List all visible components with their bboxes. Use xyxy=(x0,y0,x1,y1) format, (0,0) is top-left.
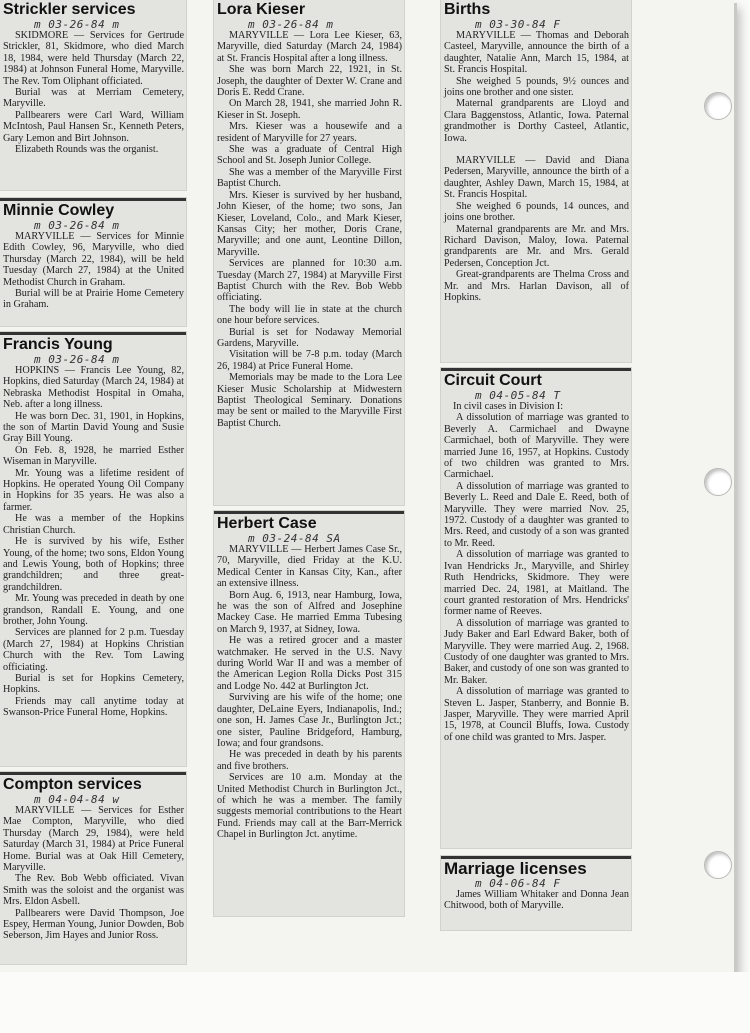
clipping-body xyxy=(0,365,186,719)
clipping-circuit-court xyxy=(441,368,631,848)
clipping-marriage-licenses xyxy=(441,856,631,930)
paragraph: A dissolution of marriage was granted to Beverly L. Reed and Dale E. Reed, both of Maryville. They were married Nov. 25, 1972. Custody of a daughter was granted to Mrs. Reed, and custody of a son was granted to Mr. Reed. xyxy=(444,480,629,549)
paragraph: The Rev. Bob Webb officiated. Vivan Smith was the soloist and the organist was Mrs. Eldon Asbell. xyxy=(3,873,184,908)
paragraph: She was born March 22, 1921, in St. Joseph, the daughter of Dexter W. Crane and Doris E. Redd Crane. xyxy=(217,64,402,99)
handwritten-date-note: m 03-26-84 m xyxy=(34,18,120,31)
handwritten-date-note: m 03-26-84 m xyxy=(34,219,120,232)
handwritten-date-note: m 04-05-84 T xyxy=(475,389,561,402)
paragraph: Born Aug. 6, 1913, near Hamburg, Iowa, he was the son of Alfred and Josephine Mackey Case. He married Emma Tubesing on March 9, 1937, at Sidney, Iowa. xyxy=(217,589,402,635)
paragraph: She weighed 5 pounds, 9½ ounces and joins one brother and one sister. xyxy=(444,75,629,99)
clipping-body xyxy=(0,805,186,942)
handwritten-date-note: m 04-06-84 F xyxy=(475,877,561,890)
clipping-births xyxy=(441,0,631,362)
paragraph: A dissolution of marriage was granted to Ivan Hendricks Jr., Maryville, and Shirley Ruth Hendricks, Skidmore. They were married Dec. 24, 1981, at Maitland. The court granted restoration of Mrs. Hendricks' former name of Reeves. xyxy=(444,549,629,618)
paragraph: She was a member of the Maryville First Baptist Church. xyxy=(217,166,402,190)
clipping-title: Francis Young xyxy=(0,332,186,354)
paragraph: The body will lie in state at the church one hour before services. xyxy=(217,303,402,327)
handwritten-date-note: m 03-24-84 SA xyxy=(248,532,341,545)
clipping-body xyxy=(0,231,186,311)
paragraph: Friends may call anytime today at Swanson-Price Funeral Home, Hopkins. xyxy=(3,695,184,719)
paragraph: Pallbearers were Carl Ward, William McIntosh, Paul Hansen Sr., Kenneth Peters, Gary Lemon and Birt Johnson. xyxy=(3,109,184,144)
binder-hole xyxy=(704,92,732,120)
paragraph: Elizabeth Rounds was the organist. xyxy=(15,144,159,156)
scanner-background xyxy=(0,972,750,1033)
paragraph: Burial is set for Hopkins Cemetery, Hopkins. xyxy=(3,672,184,696)
paragraph: Mr. Young was a lifetime resident of Hopkins. He operated Young Oil Company in Hopkins for 35 years. He was also a farmer. xyxy=(3,467,184,513)
paragraph: He was born Dec. 31, 1901, in Hopkins, the son of Martin David Young and Susie Gray Bill Young. xyxy=(3,410,184,445)
clipping-title: Marriage licenses xyxy=(441,856,631,878)
paragraph: MARYVILLE — David and Diana Pedersen, Maryville, announce the birth of a daughter, Ashley Dawn, March 15, 1984, at St. Francis Hospital. xyxy=(444,155,629,201)
clipping-body xyxy=(441,30,631,303)
paragraph: Maternal grandparents are Mr. and Mrs. Richard Davison, Maloy, Iowa. Paternal grandparents are Mr. and Mrs. Gerald Pedersen, Conception Jct. xyxy=(444,223,629,269)
paragraph: MARYVILLE — Services for Minnie Edith Cowley, 96, Maryville, who died Thursday (March 22, 1984), will be held Tuesday (March 27, 1984) at the United Methodist Church in Graham. xyxy=(3,231,184,288)
clipping-minnie-cowley xyxy=(0,198,186,326)
paragraph-spacer xyxy=(441,144,631,155)
paragraph: Services are planned for 2 p.m. Tuesday (March 27, 1984) at Hopkins Christian Church with the Rev. Tom Lawing officiating. xyxy=(3,627,184,673)
paragraph: Surviving are his wife of the home; one daughter, DeLaine Eyers, Indianapolis, Ind.; one son, H. James Case Jr., Burlington Jct.; one sister, Pauline Bridgeford, Hamburg, Iowa; and four grandsons. xyxy=(217,692,402,749)
clipping-lora-kieser xyxy=(214,0,404,505)
section-intro: In civil cases in Division I: xyxy=(453,401,564,412)
clipping-body xyxy=(0,30,186,155)
paragraph: MARYVILLE — Lora Lee Kieser, 63, Maryville, died Saturday (March 24, 1984) at St. Francis Hospital after a long illness. xyxy=(217,30,402,64)
handwritten-date-note: m 03-30-84 F xyxy=(475,18,561,31)
clipping-title: Circuit Court xyxy=(441,368,631,390)
handwritten-date-note: m 03-26-84 m xyxy=(34,353,120,366)
paragraph: Services are planned for 10:30 a.m. Tuesday (March 27, 1984) at Maryville First Baptist Church with the Rev. Bob Webb officiating. xyxy=(217,258,402,304)
paragraph: MARYVILLE — Herbert James Case Sr., 70, Maryville, died Friday at the K.U. Medical Center in Kansas City, Kan., after an extensive illness. xyxy=(217,544,402,590)
paragraph: Mrs. Kieser is survived by her husband, John Kieser, of the home; two sons, Jan Kieser, Loveland, Colo., and Mark Kieser, Kansas City; her mother, Doris Crane, Maryville; and one aunt, Leontine Dillon, Maryville. xyxy=(217,189,402,258)
paragraph: She was a graduate of Central High School and St. Joseph Junior College. xyxy=(217,144,402,167)
binder-hole xyxy=(704,468,732,496)
paragraph: A dissolution of marriage was granted to Judy Baker and Earl Edward Baker, both of Maryville. They were married Aug. 2, 1968. Custody of one daughter was granted to Mrs. Baker, and custody of one son was granted to Mr. Baker. xyxy=(444,617,629,686)
paragraph: SKIDMORE — Services for Gertrude Strickler, 81, Skidmore, who died March 18, 1984, were held Thursday (March 22, 1984) at Johnson Funeral Home, Maryville. The Rev. Tom Oliphant officiated. xyxy=(3,30,184,87)
paragraph: MARYVILLE — Services for Esther Mae Compton, Maryville, who died Thursday (March 29, 1984), were held Saturday (March 31, 1984) at Price Funeral Home. Burial was at Oak Hill Cemetery, Maryville. xyxy=(3,805,184,874)
paragraph: Mrs. Kieser was a housewife and a resident of Maryville for 27 years. xyxy=(217,121,402,144)
paragraph: Burial is set for Nodaway Memorial Gardens, Maryville. xyxy=(217,326,402,349)
clipping-title: Births xyxy=(444,1,491,18)
paragraph: On March 28, 1941, she married John R. Kieser in St. Joseph. xyxy=(217,98,402,121)
paragraph: She weighed 6 pounds, 14 ounces, and joins one brother. xyxy=(444,200,629,224)
paragraph: Memorials may be made to the Lora Lee Kieser Music Scholarship at Midwestern Baptist Theological Seminary. Donations may be sent or mailed to the Maryville First Baptist Church. xyxy=(217,372,402,429)
paragraph: He was a retired grocer and a master watchmaker. He served in the U.S. Navy during World War II and was a member of the American Legion Rolla Dicks Post 315 and Lodge No. 442 at Burlington Jct. xyxy=(217,635,402,692)
binder-hole xyxy=(704,851,732,879)
paragraph: He was preceded in death by his parents and five brothers. xyxy=(217,749,402,772)
clipping-herbert-case xyxy=(214,511,404,916)
paragraph: Great-grandparents are Thelma Cross and Mr. and Mrs. Harlan Davison, all of Hopkins. xyxy=(444,269,629,303)
paragraph: A dissolution of marriage was granted to Steven L. Jasper, Stanberry, and Bonnie B. Jasper, Maryville. They were married April 15, 1978, at Council Bluffs, Iowa. Custody of one child was granted to Mrs. Jasper. xyxy=(444,686,629,743)
paragraph: Services are 10 a.m. Monday at the United Methodist Church in Burlington Jct., of which he was a member. The family suggests memorial contributions to the Heart Fund. Friends may call at the Barr-Merrick Chapel in Burlington Jct. anytime. xyxy=(217,772,402,841)
paragraph: MARYVILLE — Thomas and Deborah Casteel, Maryville, announce the birth of a daughter, Natalie Ann, March 15, 1984, at St. Francis Hospital. xyxy=(444,30,629,76)
paragraph: Visitation will be 7-8 p.m. today (March 26, 1984) at Price Funeral Home. xyxy=(217,349,402,372)
handwritten-date-note: m 04-04-84 w xyxy=(34,793,120,806)
handwritten-date-note: m 03-26-84 m xyxy=(248,18,334,31)
clipping-body xyxy=(441,889,631,912)
paragraph: HOPKINS — Francis Lee Young, 82, Hopkins, died Saturday (March 24, 1984) at Nebraska Methodist Hospital in Omaha, Neb. after a long illness. xyxy=(3,365,184,411)
paragraph: Burial was at Merriam Cemetery, Maryville. xyxy=(3,87,184,110)
clipping-strickler-services xyxy=(0,0,186,190)
clipping-francis-young xyxy=(0,332,186,766)
clipping-title: Herbert Case xyxy=(214,511,404,533)
paragraph: Mr. Young was preceded in death by one grandson, Randall E. Young, and one brother, John Young. xyxy=(3,593,184,627)
paragraph: He was a member of the Hopkins Christian Church. xyxy=(3,513,184,536)
paragraph: A dissolution of marriage was granted to Beverly A. Carmichael and Dwayne Carmichael, both of Maryville. They were married June 16, 1957, at Hopkins. Custody of two children was granted to Mrs. Carmichael. xyxy=(444,412,629,481)
clipping-body xyxy=(214,30,404,429)
paragraph: Burial will be at Prairie Home Cemetery in Graham. xyxy=(3,288,184,311)
clipping-body xyxy=(441,412,631,743)
clipping-title: Compton services xyxy=(0,772,186,794)
clipping-title: Minnie Cowley xyxy=(0,198,186,220)
paragraph: Pallbearers were David Thompson, Joe Espey, Herman Young, Junior Dowden, Bob Seberson, Jim Hayes and Junior Ross. xyxy=(3,907,184,942)
clipping-compton-services xyxy=(0,772,186,964)
paragraph: He is survived by his wife, Esther Young, of the home; two sons, Eldon Young and Lewis Young, both of Hopkins; three grandchildren; and three great-grandchildren. xyxy=(3,536,184,593)
paragraph: James William Whitaker and Donna Jean Chitwood, both of Maryville. xyxy=(444,889,629,912)
clipping-title: Lora Kieser xyxy=(217,1,306,18)
clipping-body xyxy=(214,544,404,841)
clipping-title: Strickler services xyxy=(3,1,136,18)
paragraph: Maternal grandparents are Lloyd and Clara Baggenstoss, Atlantic, Iowa. Paternal grandmother is Dorthy Casteel, Atlantic, Iowa. xyxy=(444,98,629,144)
paragraph: On Feb. 8, 1928, he married Esther Wiseman in Maryville. xyxy=(3,444,184,468)
